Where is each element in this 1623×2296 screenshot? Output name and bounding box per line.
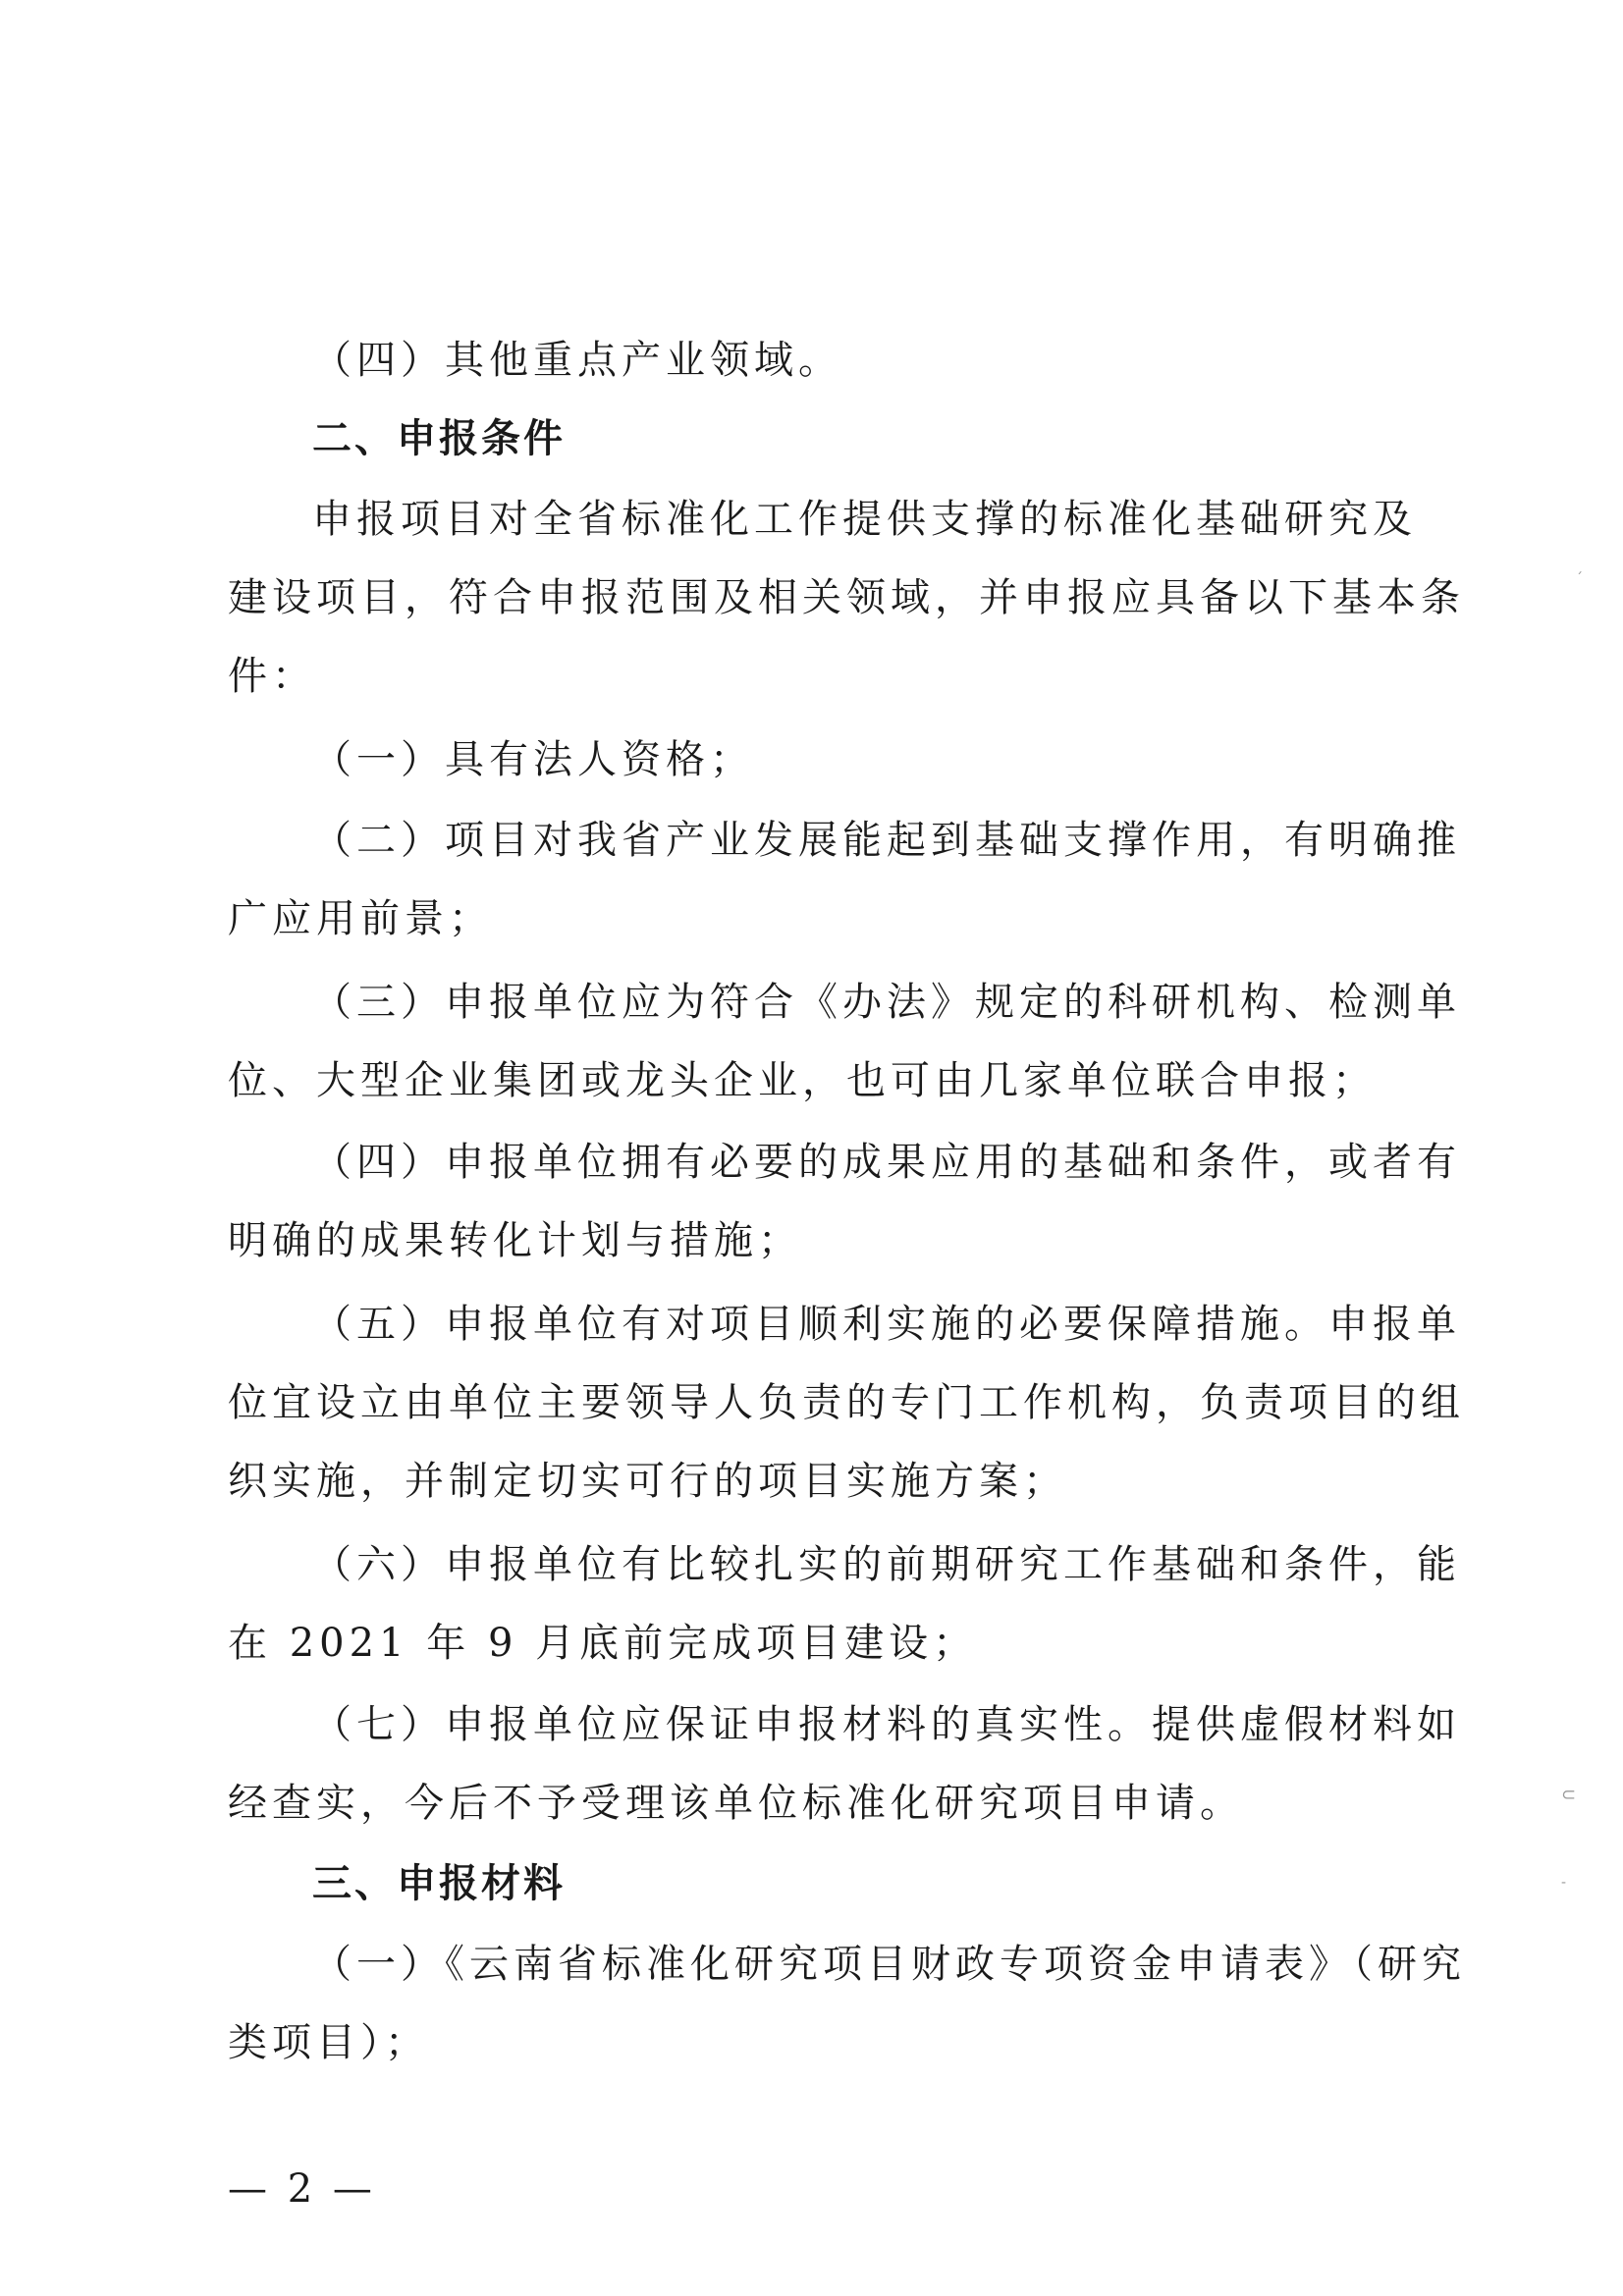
paragraph-line: （三）申报单位应为符合《办法》规定的科研机构、检测单 (312, 980, 1461, 1025)
paragraph-line: 位宜设立由单位主要领导人负责的专门工作机构，负责项目的组 (228, 1380, 1465, 1425)
paragraph-line: 明确的成果转化计划与措施； (228, 1218, 802, 1263)
scan-mark: - (1561, 1875, 1567, 1891)
page-number: — 2 — (228, 2166, 376, 2212)
paragraph-line: （五）申报单位有对项目顺利实施的必要保障措施。申报单 (312, 1302, 1461, 1347)
paragraph-line: 广应用前景； (228, 896, 493, 941)
paragraph-line: （四）其他重点产业领域。 (312, 338, 842, 383)
paragraph-line: 件： (228, 654, 316, 699)
paragraph-line: 类项目）； (228, 2020, 429, 2065)
paragraph-line: （一）《云南省标准化研究项目财政专项资金申请表》（研究 (312, 1942, 1466, 1987)
paragraph-line: （七）申报单位应保证申报材料的真实性。提供虚假材料如 (312, 1702, 1461, 1747)
paragraph-line: 建设项目，符合申报范围及相关领域，并申报应具备以下基本条 (228, 575, 1465, 620)
paragraph-line: （六）申报单位有比较扎实的前期研究工作基础和条件，能 (312, 1542, 1461, 1587)
scan-mark: ˊ (1576, 571, 1583, 587)
paragraph-line: 申报项目对全省标准化工作提供支撑的标准化基础研究及 (312, 497, 1417, 542)
paragraph-line: （一）具有法人资格； (312, 737, 754, 782)
paragraph-line: 经查实，今后不予受理该单位标准化研究项目申请。 (228, 1781, 1244, 1826)
paragraph-line: （二）项目对我省产业发展能起到基础支撑作用，有明确推 (312, 818, 1461, 863)
paragraph-line: 位、大型企业集团或龙头企业，也可由几家单位联合申报； (228, 1058, 1377, 1103)
scan-mark: ⊂ (1561, 1785, 1577, 1805)
paragraph-line: 在 2021 年 9 月底前完成项目建设； (228, 1621, 978, 1666)
section-heading: 二、申报条件 (312, 416, 566, 461)
paragraph-line: （四）申报单位拥有必要的成果应用的基础和条件，或者有 (312, 1140, 1461, 1185)
section-heading: 三、申报材料 (312, 1861, 566, 1906)
paragraph-line: 织实施，并制定切实可行的项目实施方案； (228, 1459, 1067, 1504)
